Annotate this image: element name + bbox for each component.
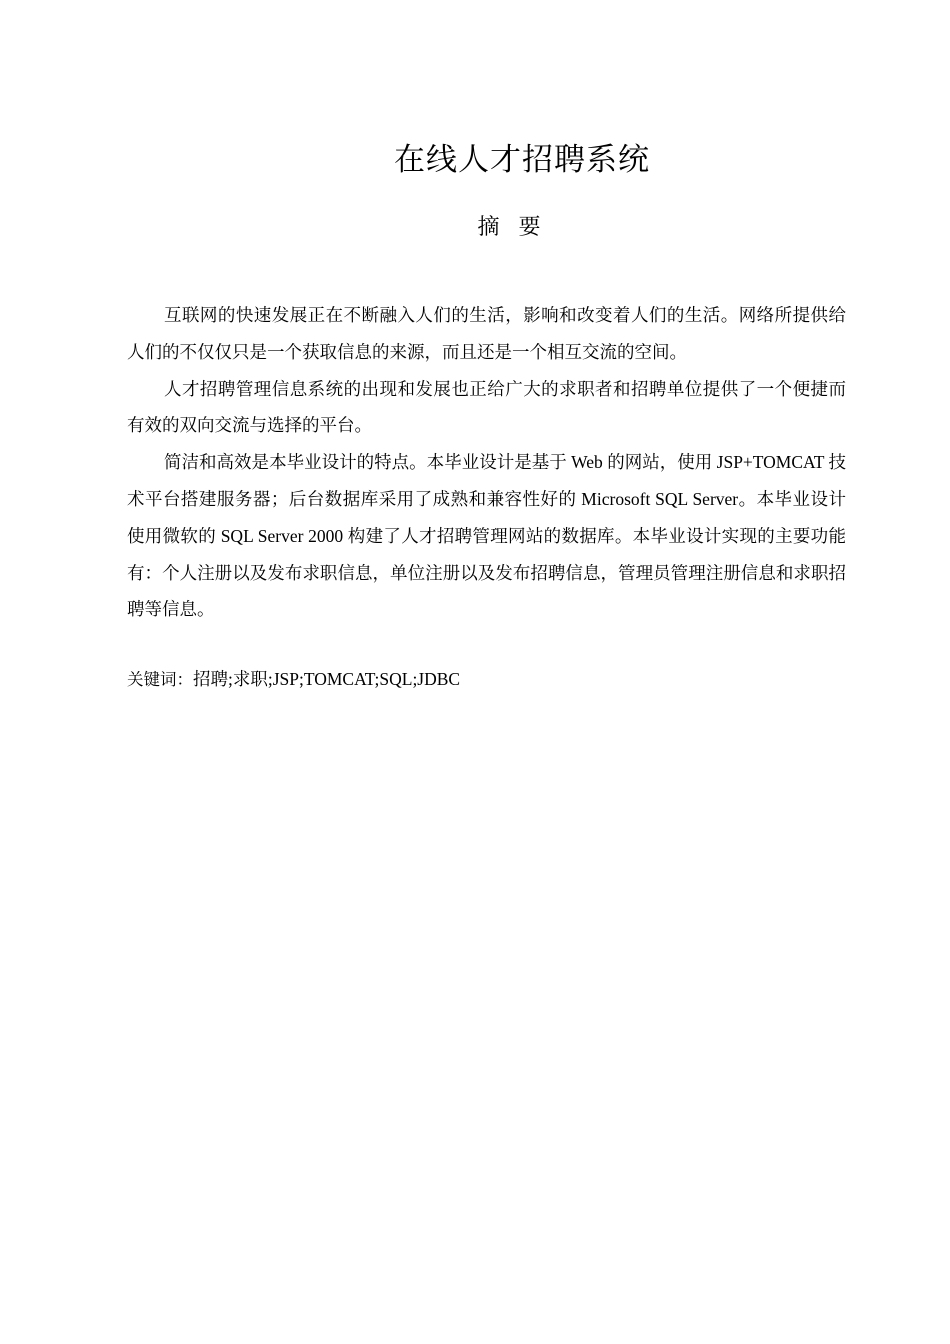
- abstract-body: [127, 297, 846, 628]
- keywords-label: 关键词：: [127, 670, 193, 689]
- abstract-paragraph-2: 人才招聘管理信息系统的出现和发展也正给广大的求职者和招聘单位提供了一个便捷而有效的双向交流与选择的平台。: [127, 378, 846, 436]
- keywords-value: 招聘;求职;JSP;TOMCAT;SQL;JDBC: [193, 669, 461, 689]
- document-title: 在线人才招聘系统: [394, 142, 650, 178]
- abstract-paragraph-3: 简洁和高效是本毕业设计的特点。本毕业设计是基于 Web 的网站，使用 JSP+TOMCAT 技术平台搭建服务器；后台数据库采用了成熟和兼容性好的 Microsoft SQL Server。本毕业设计使用微软的 SQL Server 2000 构建了人才招聘管理网站的数据库。本毕业设计实现的主要功能有：个人注册以及发布求职信息，单位注册以及发布招聘信息，管理员管理注册信息和求职招聘等信息。: [127, 452, 846, 620]
- abstract-heading: 摘 要: [477, 215, 547, 240]
- abstract-paragraph-1: 互联网的快速发展正在不断融入人们的生活，影响和改变着人们的生活。网络所提供给人们的不仅仅只是一个获取信息的来源，而且还是一个相互交流的空间。: [127, 305, 846, 362]
- keywords-line: [127, 664, 846, 695]
